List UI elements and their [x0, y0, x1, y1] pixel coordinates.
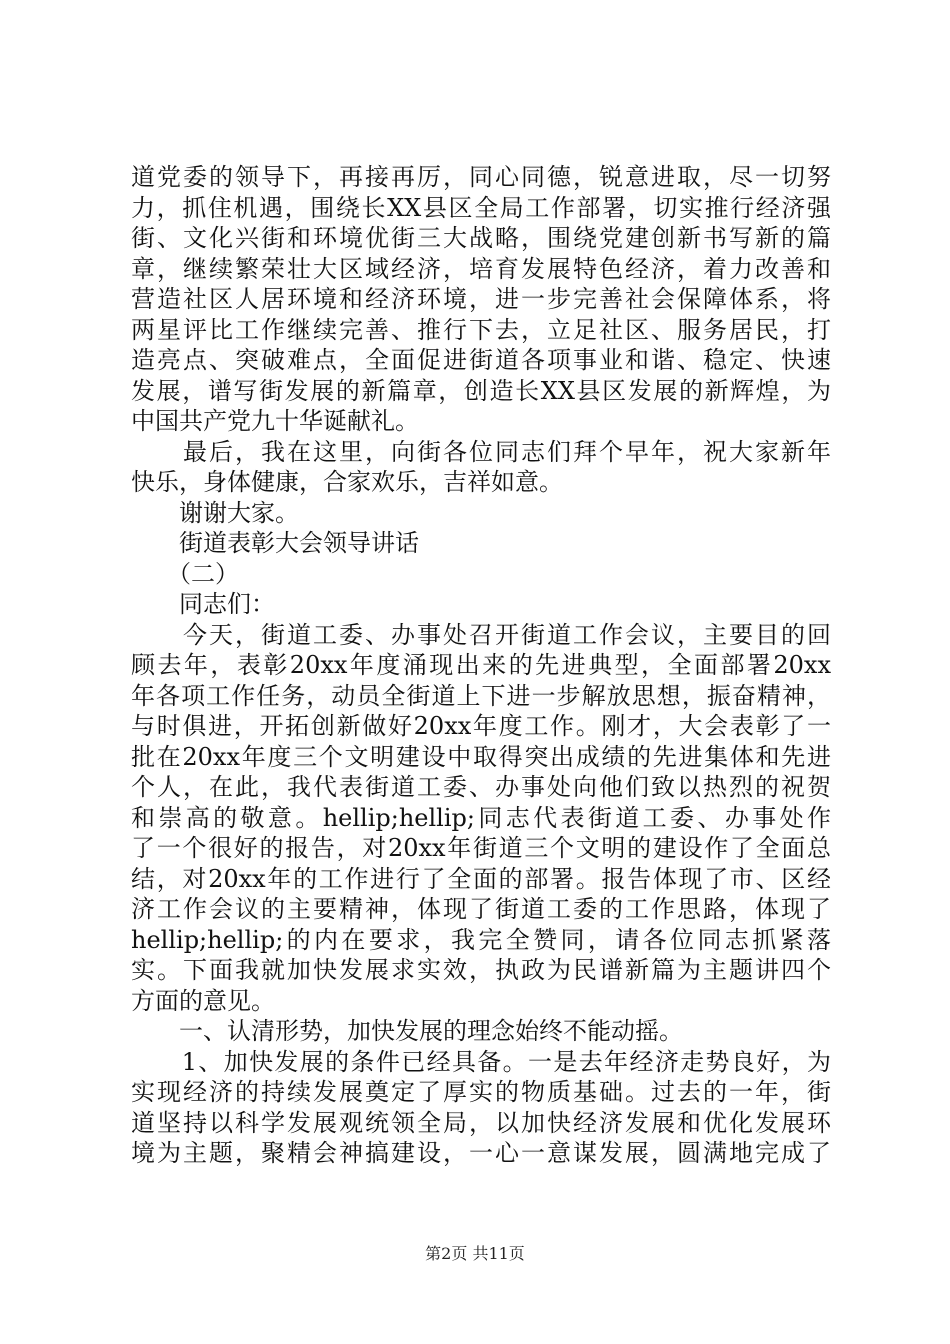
- text-line: 和崇高的敬意。hellip;hellip;同志代表街道工委、办事处作: [131, 803, 831, 832]
- salutation: 同志们：: [131, 590, 275, 618]
- text-line: 1、加快发展的条件已经具备。一是去年经济走势良好，为: [131, 1047, 831, 1076]
- text-line: 实。下面我就加快发展求实效，执政为民谱新篇为主题讲四个: [131, 956, 831, 984]
- text-line: 街、文化兴街和环境优街三大战略，围绕党建创新书写新的篇: [131, 224, 831, 252]
- text-line: hellip;hellip;的内在要求，我完全赞同，请各位同志抓紧落: [131, 925, 831, 954]
- text-line: 力，抓住机遇，围绕长XX县区全局工作部署，切实推行经济强: [131, 193, 831, 222]
- text-line: 快乐，身体健康，合家欢乐，吉祥如意。: [131, 468, 563, 496]
- text-line: 造亮点、突破难点，全面促进街道各项事业和谐、稳定、快速: [131, 346, 831, 374]
- text-line: 实现经济的持续发展奠定了厚实的物质基础。过去的一年，街: [131, 1078, 831, 1106]
- text-line: 方面的意见。: [131, 986, 275, 1015]
- text-line: 个人，在此，我代表街道工委、办事处向他们致以热烈的祝贺: [131, 773, 831, 801]
- text-line: 济工作会议的主要精神，体现了街道工委的工作思路，体现了: [131, 895, 831, 923]
- text-line: 最后，我在这里，向街各位同志们拜个早年，祝大家新年: [131, 437, 831, 466]
- text-line: 与时俱进，开拓创新做好20xx年度工作。刚才，大会表彰了一: [131, 712, 831, 740]
- text-line: 谢谢大家。: [131, 498, 299, 527]
- text-line: 营造社区人居环境和经济环境，进一步完善社会保障体系，将: [131, 285, 831, 313]
- text-line: 道党委的领导下，再接再厉，同心同德，锐意进取，尽一切努: [131, 163, 831, 191]
- section-heading: 街道表彰大会领导讲话: [131, 529, 419, 557]
- text-line: 了一个很好的报告，对20xx年街道三个文明的建设作了全面总: [131, 834, 831, 862]
- text-line: 年各项工作任务，动员全街道上下进一步解放思想，振奋精神，: [131, 681, 831, 710]
- text-line: 今天，街道工委、办事处召开街道工作会议，主要目的回: [131, 620, 831, 649]
- text-line: 章，继续繁荣壮大区域经济，培育发展特色经济，着力改善和: [131, 254, 831, 283]
- text-line: 顾去年，表彰20xx年度涌现出来的先进典型，全面部署20xx: [131, 651, 831, 679]
- text-line: 境为主题，聚精会神搞建设，一心一意谋发展，圆满地完成了: [131, 1139, 831, 1167]
- text-line: 结，对20xx年的工作进行了全面的部署。报告体现了市、区经: [131, 864, 831, 893]
- text-line: 两星评比工作继续完善、推行下去，立足社区、服务居民，打: [131, 315, 831, 344]
- text-line: 中国共产党九十华诞献礼。: [131, 407, 419, 435]
- section-number: （二）: [131, 559, 239, 588]
- page-footer: 第2页 共11页: [425, 1244, 525, 1263]
- text-line: 批在20xx年度三个文明建设中取得突出成绩的先进集体和先进: [131, 742, 831, 771]
- text-line: 道坚持以科学发展观统领全局，以加快经济发展和优化发展环: [131, 1108, 831, 1137]
- section-heading: 一、认清形势，加快发展的理念始终不能动摇。: [131, 1017, 683, 1045]
- text-line: 发展，谱写街发展的新篇章，创造长XX县区发展的新辉煌，为: [131, 376, 831, 405]
